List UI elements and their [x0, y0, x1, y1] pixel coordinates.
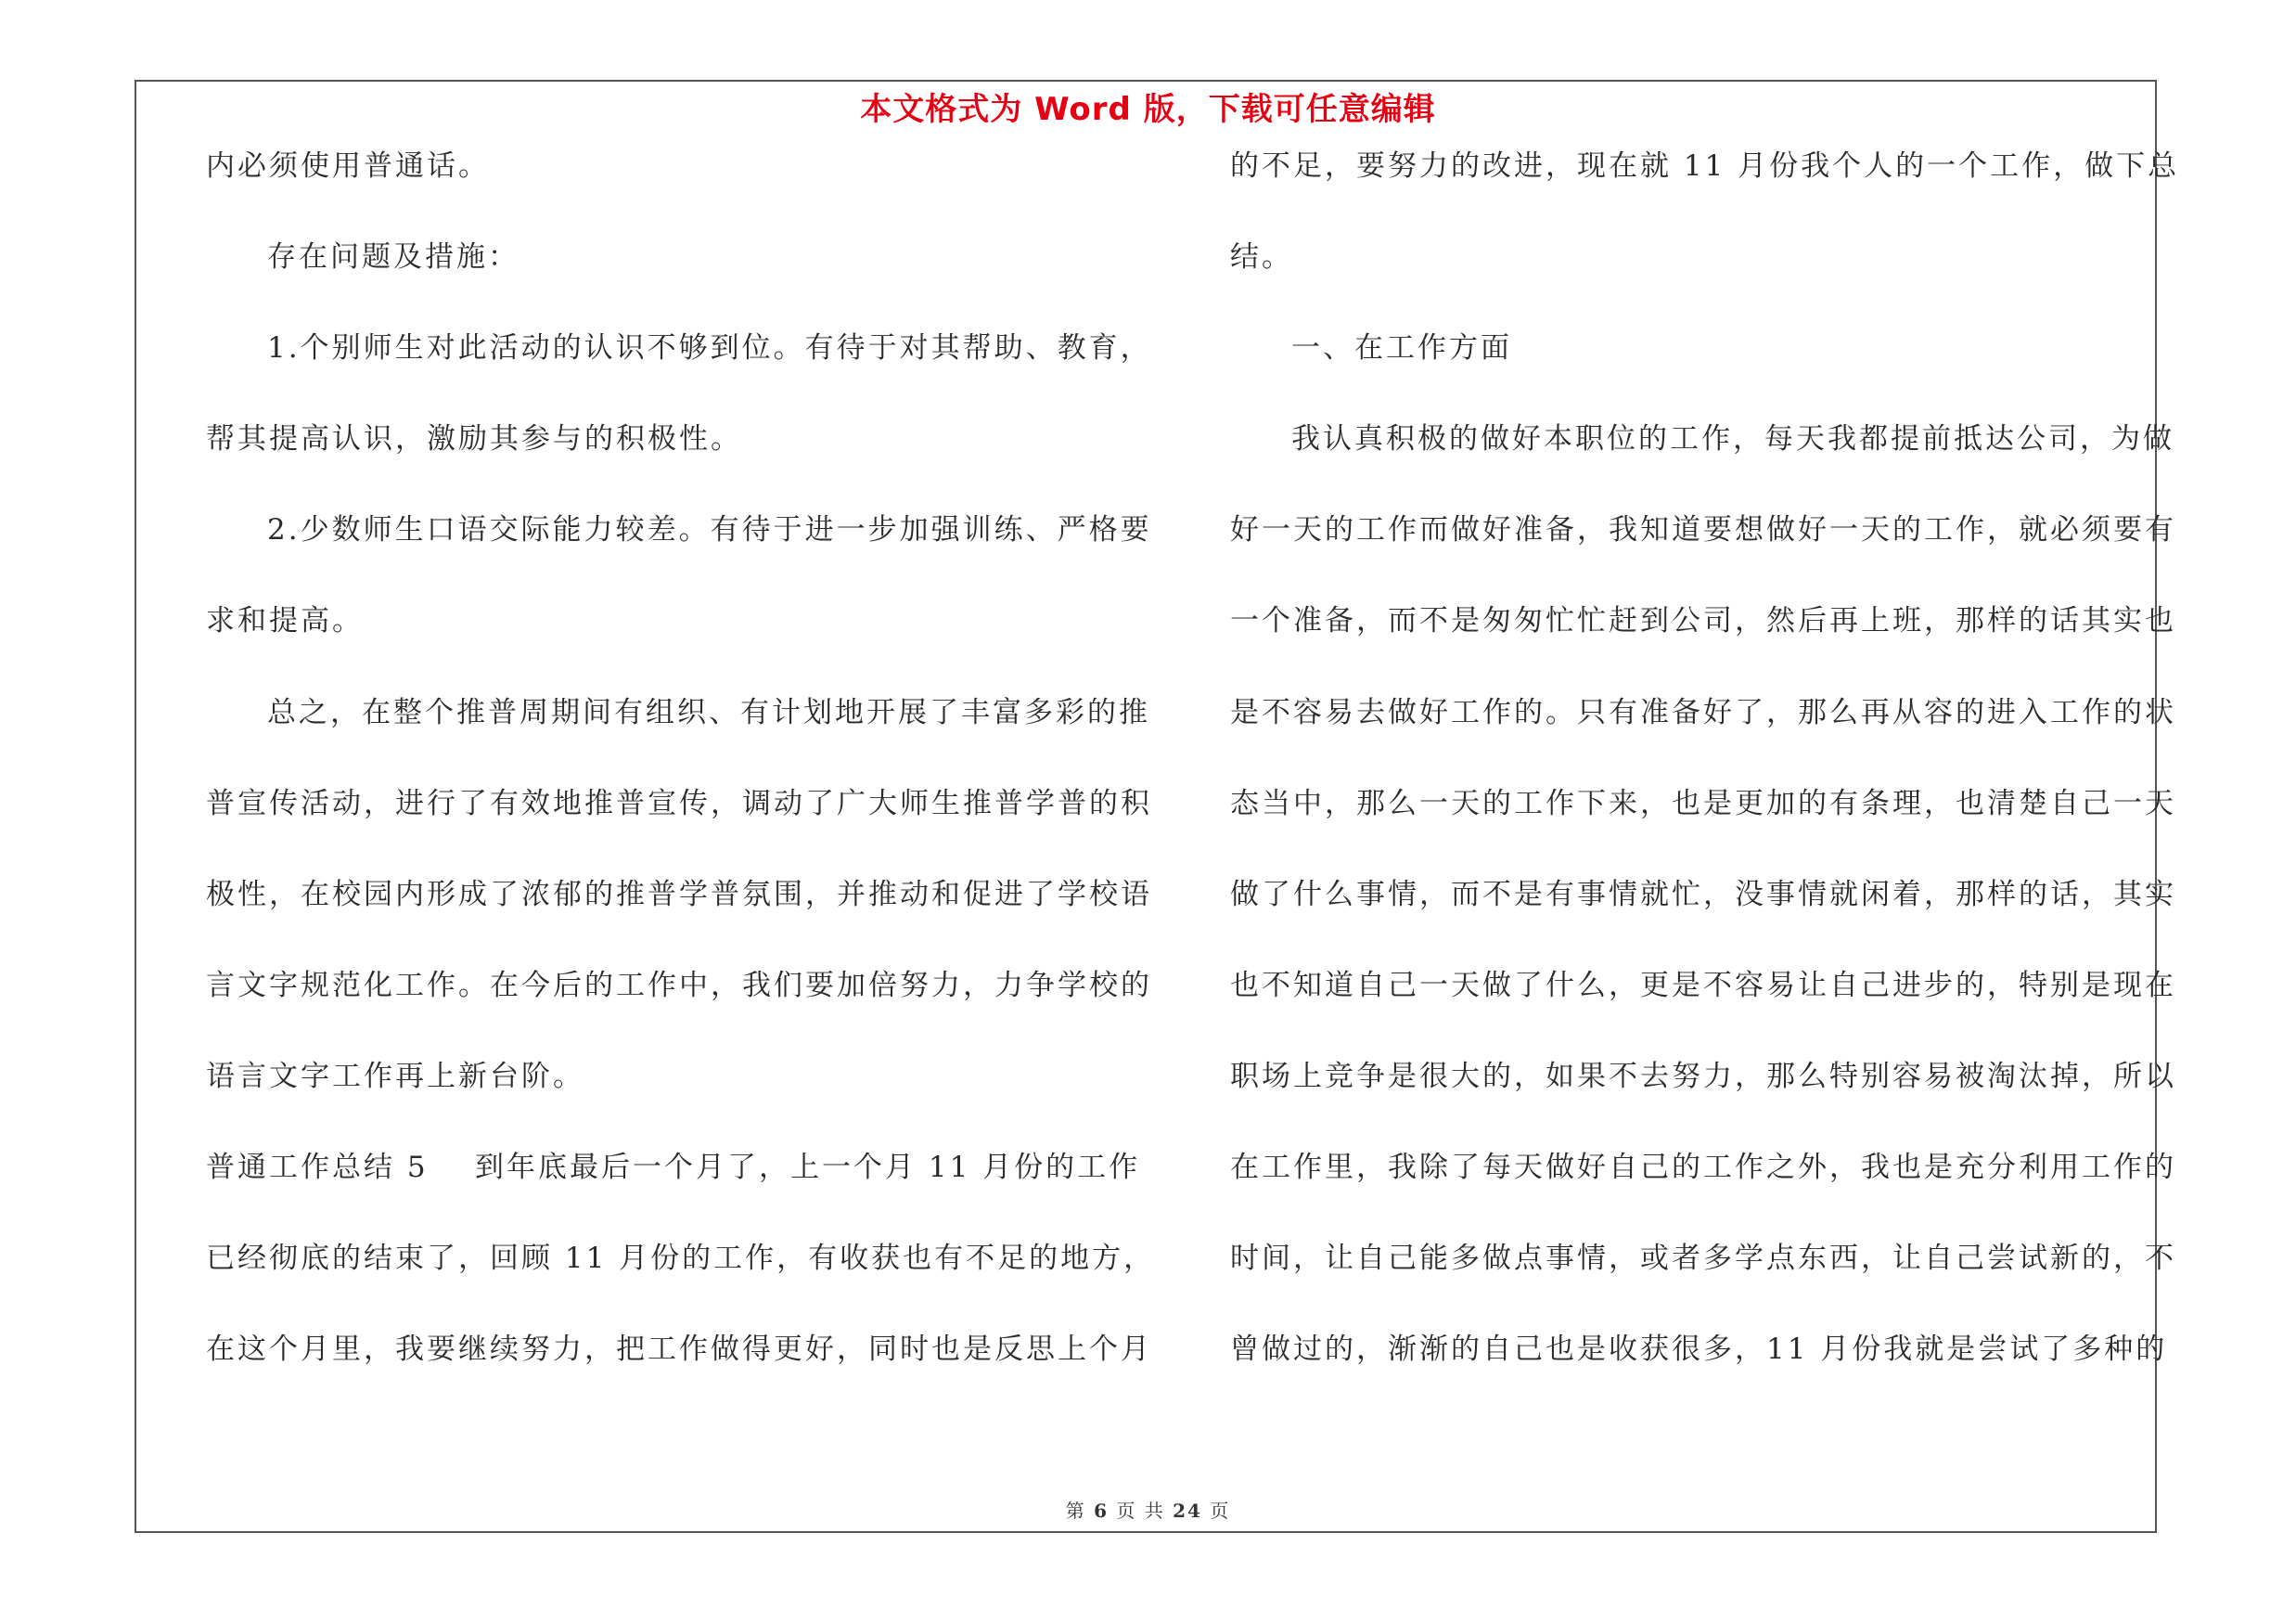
text-line: 语言文字工作再上新台阶。	[206, 1059, 584, 1093]
text-line: 1.个别师生对此活动的认识不够到位。有待于对其帮助、教育，	[267, 331, 1152, 366]
text-line: 内必须使用普通话。	[206, 149, 490, 183]
text-line: 曾做过的，渐渐的自己也是收获很多，11 月份我就是尝试了多种的	[1230, 1333, 2168, 1367]
text-line: 言文字规范化工作。在今后的工作中，我们要加倍努力，力争学校的	[206, 968, 1152, 1002]
text-line: 好一天的工作而做好准备，我知道要想做好一天的工作，就必须要有	[1230, 513, 2176, 547]
text-line: 我认真积极的做好本职位的工作，每天我都提前抵达公司，为做	[1291, 422, 2174, 457]
text-line: 极性，在校园内形成了浓郁的推普学普氛围，并推动和促进了学校语	[206, 877, 1152, 911]
page-number: 6	[1094, 1500, 1109, 1522]
text-line: 一个准备，而不是匆匆忙忙赶到公司，然后再上班，那样的话其实也	[1230, 604, 2176, 638]
header-banner: 本文格式为 Word 版，下载可任意编辑	[860, 91, 1436, 128]
text-line: 的不足，要努力的改进，现在就 11 月份我个人的一个工作，做下总	[1230, 149, 2180, 183]
text-line: 时间，让自己能多做点事情，或者多学点东西，让自己尝试新的，不	[1230, 1242, 2176, 1276]
text-line: 在工作里，我除了每天做好自己的工作之外，我也是充分利用工作的	[1230, 1151, 2176, 1185]
paragraph-heading: 存在问题及措施：	[267, 240, 519, 275]
text-line: 是不容易去做好工作的。只有准备好了，那么再从容的进入工作的状	[1230, 695, 2176, 729]
text-line: 求和提高。	[206, 604, 364, 638]
footer-suffix: 页	[1210, 1500, 1231, 1522]
page-footer	[0, 1496, 2296, 1523]
text-line: 普宣传活动，进行了有效地推普宣传，调动了广大师生推普学普的积	[206, 786, 1152, 820]
footer-middle: 页 共	[1116, 1500, 1165, 1522]
left-column	[206, 121, 1156, 1395]
text-line: 帮其提高认识，激励其参与的积极性。	[206, 422, 742, 457]
text-fragment: 到年底最后一个月了，上一个月 11 月份的工作	[475, 1151, 1141, 1185]
page-total: 24	[1173, 1500, 1202, 1522]
text-line: 总之，在整个推普周期间有组织、有计划地开展了丰富多彩的推	[267, 695, 1150, 729]
footer-prefix: 第	[1065, 1500, 1086, 1522]
text-line: 职场上竞争是很大的，如果不去努力，那么特别容易被淘汰掉，所以	[1230, 1059, 2176, 1093]
section-heading: 一、在工作方面	[1291, 331, 1512, 366]
text-line: 已经彻底的结束了，回顾 11 月份的工作，有收获也有不足的地方，	[206, 1242, 1156, 1276]
text-line	[206, 1122, 1141, 1213]
text-line: 做了什么事情，而不是有事情就忙，没事情就闲着，那样的话，其实	[1230, 877, 2176, 911]
text-line: 2.少数师生口语交际能力较差。有待于进一步加强训练、严格要	[267, 513, 1152, 547]
text-line: 结。	[1230, 240, 1293, 275]
text-line: 也不知道自己一天做了什么，更是不容易让自己进步的，特别是现在	[1230, 968, 2176, 1002]
right-column	[1230, 121, 2180, 1395]
text-line: 在这个月里，我要继续努力，把工作做得更好，同时也是反思上个月	[206, 1333, 1152, 1367]
text-line: 态当中，那么一天的工作下来，也是更加的有条理，也清楚自己一天	[1230, 786, 2176, 820]
section-title: 普通工作总结 5	[206, 1151, 429, 1185]
